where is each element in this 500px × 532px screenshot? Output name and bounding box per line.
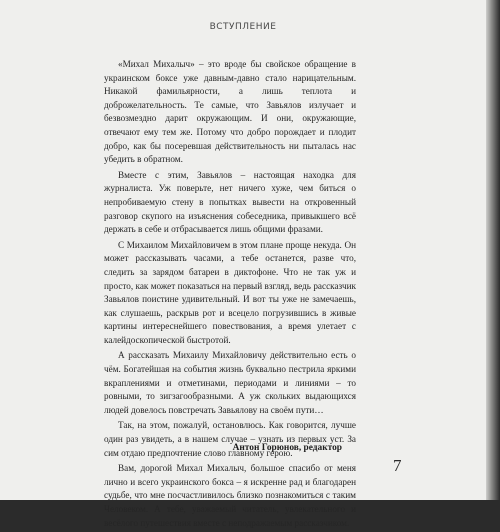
paragraph-4: А рассказать Михаилу Михайловичу действительно есть о чём. Богатейшая на события жизнь буквально пестрила яркими вкраплениями и отметинами, периодами и линиями – то ровными, то зигзагообразными. А уж скольких выдающихся людей довелось повстречать Завьялову на своём пути… [104, 350, 356, 415]
paragraph-2: Вместе с этим, Завьялов – настоящая находка для журналиста. Уж поверьте, нет ничего хуже, чем биться о непробиваемую стену в попытках вывести на откровенный разговор скупого на изъяснения собеседника, привыкшего всё держать в себе и отбрасывается лишь общими фразами. [104, 169, 356, 235]
paragraph-3: С Михаилом Михайловичем в этом плане проще некуда. Он может рассказывать часами, а тебе останется, разве что, следить за зарядом батареи в диктофоне. Что не так уж и просто, как может показаться на первый взгляд, ведь рассказчик Завьялов поистине удивительный. И вот ты уже не замечаешь, как слушаешь, раскрыв рот и всецело погрузившись в живые картины интереснейшего повествования, а время улетает с калейдоскопической быстротой. [104, 239, 356, 345]
paragraph-6: Вам, дорогой Михал Михалыч, большое спасибо от меня лично и всего украинского бокса – я искренне рад и благодарен судьбе, что мне посчастливилось близко познакомиться с таким Человеком. А тебе, уважаемый читатель, увлекательного и весёлого путешествия вместе с неподражаемым рассказчиком. [104, 463, 356, 528]
page-number: 7 [393, 456, 402, 475]
paragraph-1: «Михал Михалыч» – это вроде бы свойское обращение в украинском боксе уже давным-давно стало нарицательным. Никакой фамильярности, а лишь теплота и доброжелательность. Те самые, что Завьялов излучает и безвозмездно дарит окружающим. И они, окружающие, отвечают ему тем же. Потому что добро порождает и плодит добро, как бы посеревшая действительность ни пыталась нас убедить в обратном. [104, 59, 356, 165]
page-edge-shadow [486, 0, 500, 500]
author-signature: Антон Горюнов, редактор [232, 443, 342, 453]
body-text [104, 58, 356, 532]
paragraph-5: Так, на этом, пожалуй, остановлюсь. Как говорится, лучше один раз увидеть, а в нашем случае – узнать из первых уст. За сим отдаю предпочтение слово главному герою. [104, 420, 356, 458]
chapter-heading: ВСТУПЛЕНИЕ [209, 22, 277, 32]
